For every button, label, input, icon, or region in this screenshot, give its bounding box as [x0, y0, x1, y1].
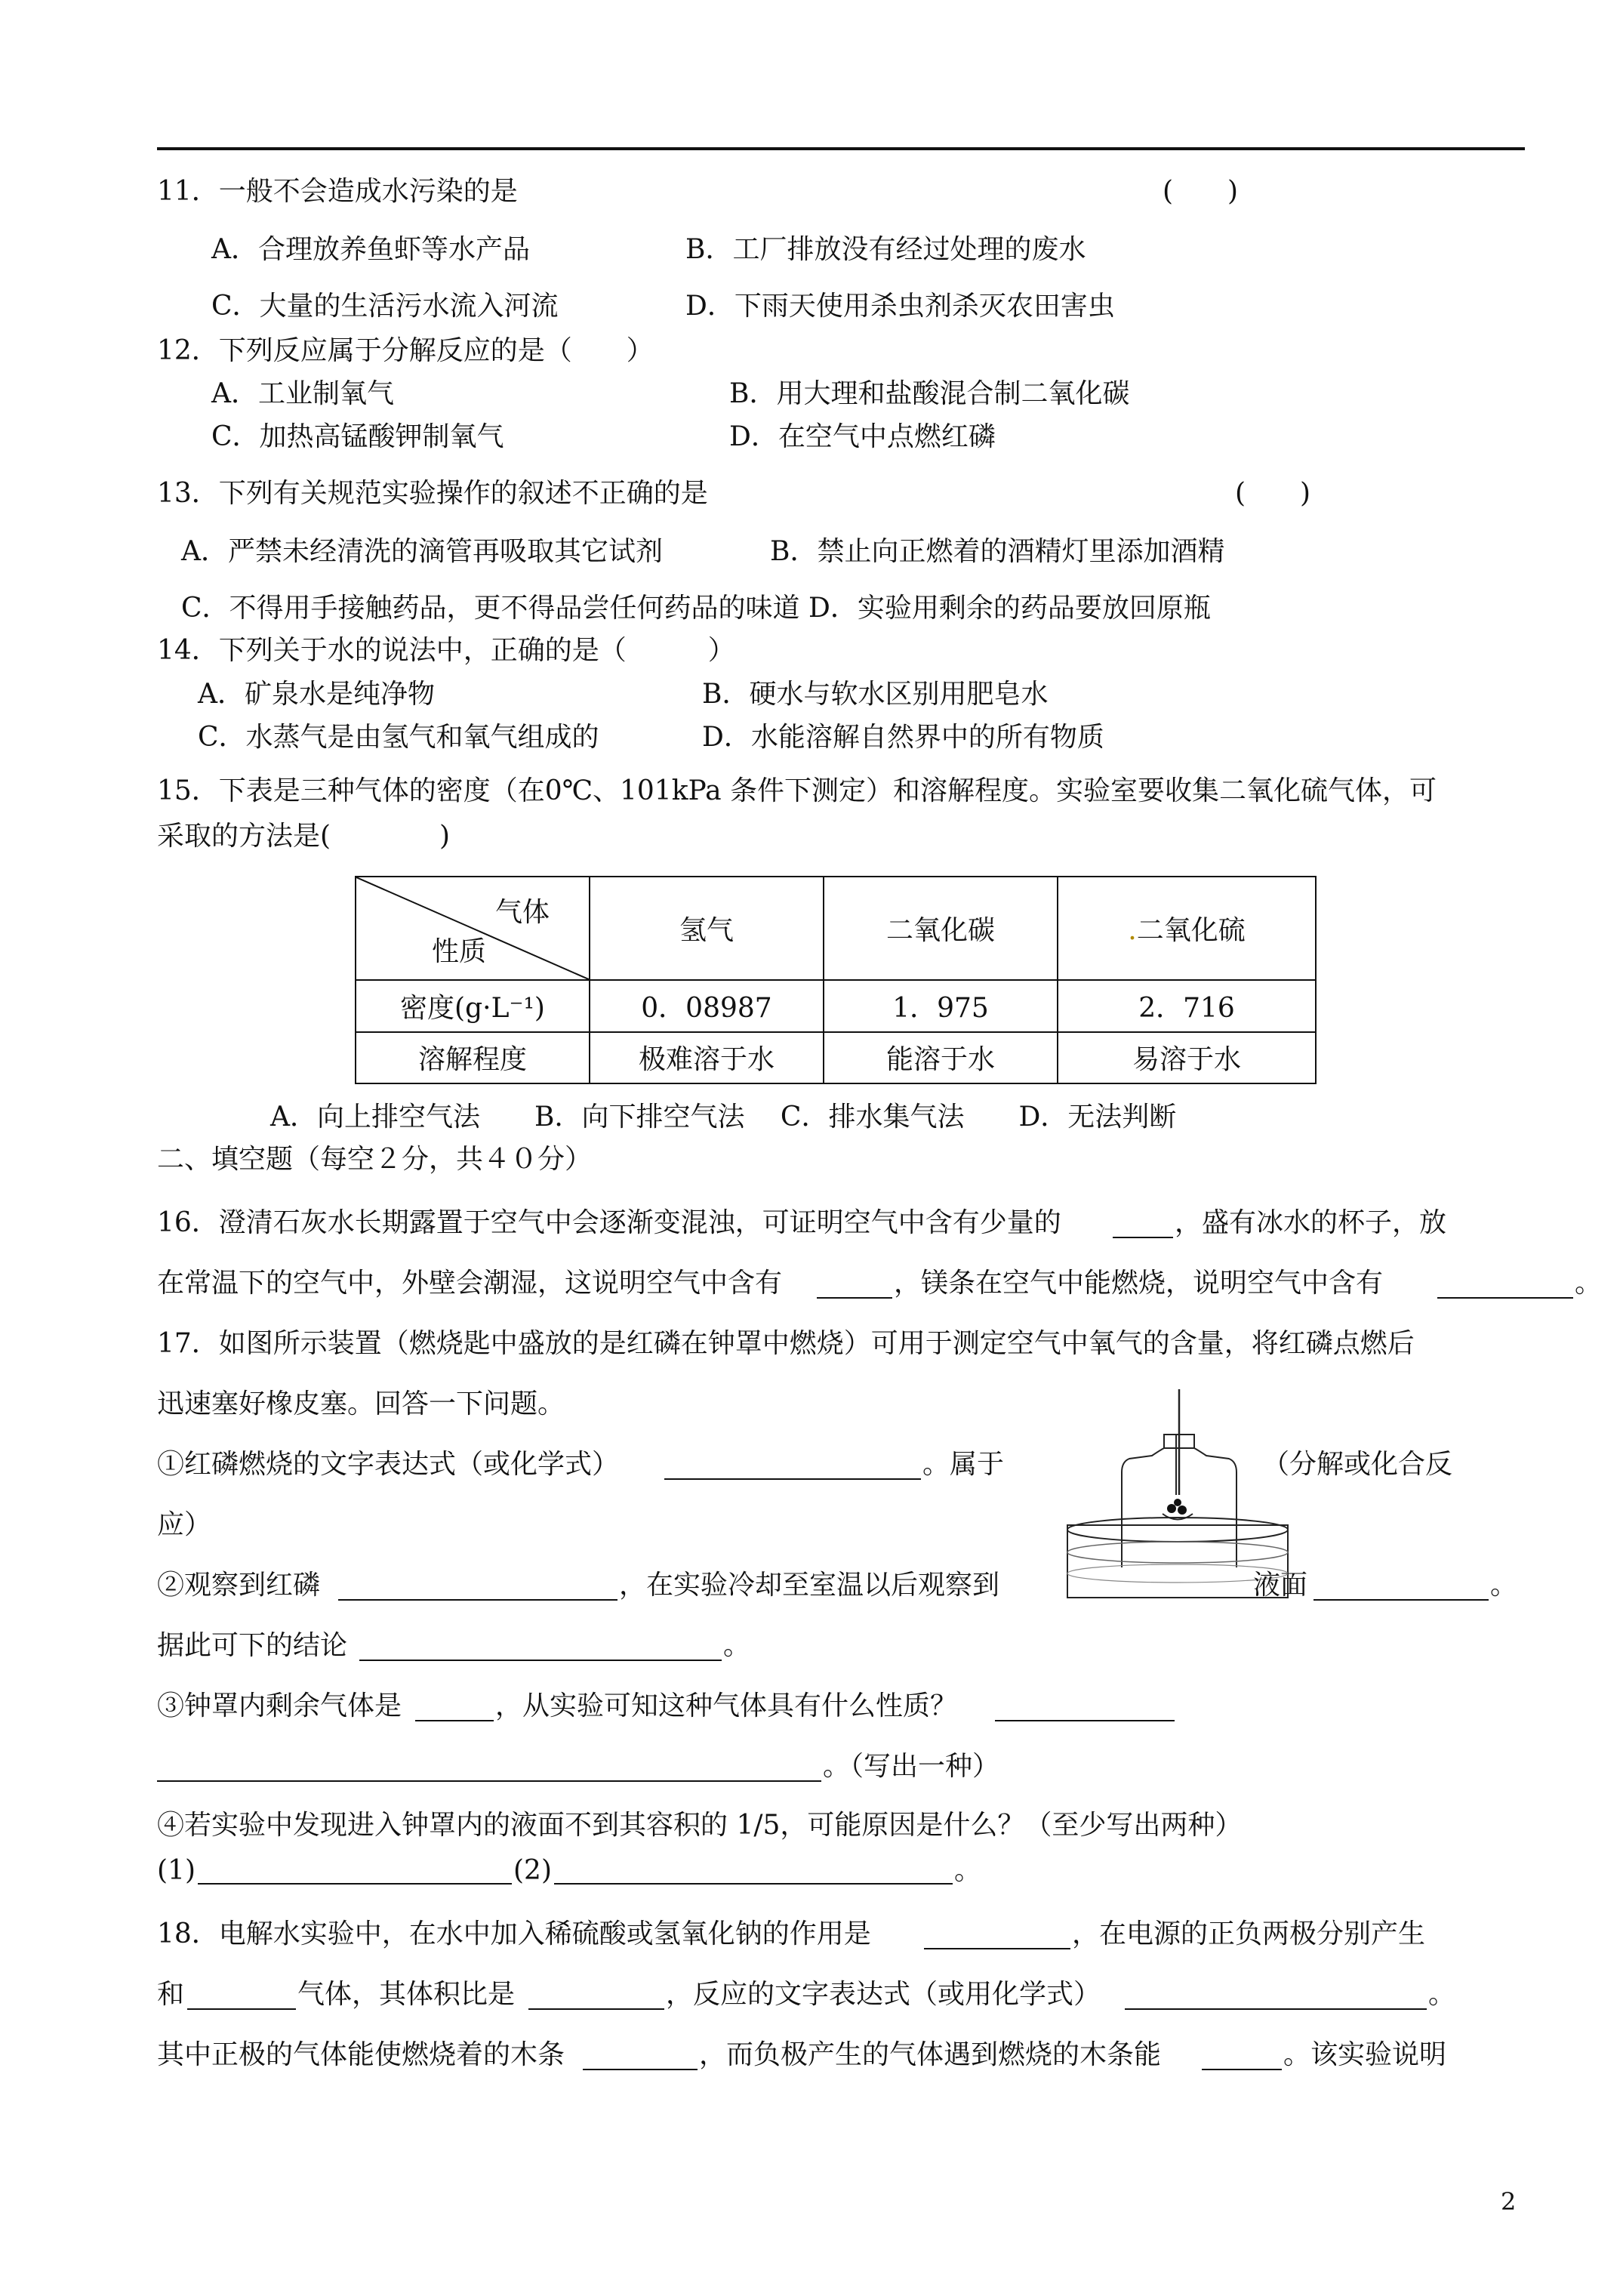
q11-option-d: D．下雨天使用杀虫剂杀灭农田害虫 — [685, 291, 1115, 322]
table-cell: 0．08987 — [590, 980, 824, 1032]
q11-stem: 11．一般不会造成水污染的是 — [157, 176, 518, 207]
q18-line3a: 其中正极的气体能使燃烧着的木条 — [157, 2039, 565, 2070]
q17-line2: 迅速塞好橡皮塞。回答一下问题。 — [157, 1388, 565, 1419]
q17-p2e: 据此可下的结论 — [157, 1630, 348, 1661]
table-cell: 极难溶于水 — [590, 1032, 824, 1084]
q17-p1c: （分解或化合反 — [1262, 1449, 1453, 1480]
q16-line2b: ，镁条在空气中能燃烧，说明空气中含有 — [894, 1268, 1384, 1299]
answer-blank[interactable] — [817, 1297, 892, 1299]
table-cell: 能溶于水 — [824, 1032, 1058, 1084]
bell-jar-apparatus-figure — [1064, 1389, 1291, 1601]
answer-blank[interactable] — [187, 2008, 296, 2010]
q17-p3b: ，从实验可知这种气体具有什么性质？ — [495, 1690, 958, 1721]
q16-line2a: 在常温下的空气中，外壁会潮湿，这说明空气中含有 — [157, 1268, 783, 1299]
answer-blank[interactable] — [924, 1948, 1070, 1949]
q14-option-c: C．水蒸气是由氢气和氧气组成的 — [198, 722, 599, 753]
q18-line2a: 和 — [157, 1979, 185, 2010]
corner-label-property: 性质 — [432, 936, 487, 967]
answer-blank[interactable] — [664, 1478, 921, 1480]
q13-answer-paren: ( ) — [1235, 478, 1311, 509]
q14-stem: 14．下列关于水的说法中，正确的是（ ） — [157, 635, 735, 666]
q11-option-c: C．大量的生活污水流入河流 — [211, 291, 559, 322]
q13-option-a: A．严禁未经清洗的滴管再吸取其它试剂 — [181, 536, 663, 567]
table-header-row — [356, 877, 1316, 980]
q17-p4: ④若实验中发现进入钟罩内的液面不到其容积的 1/5，可能原因是什么？（至少写出两种） — [157, 1810, 1243, 1841]
q12-option-c: C．加热高锰酸钾制氧气 — [211, 421, 504, 452]
q13-option-cd: C．不得用手接触药品，更不得品尝任何药品的味道 D．实验用剩余的药品要放回原瓶 — [181, 593, 1211, 624]
q12-option-b: B．用大理和盐酸混合制二氧化碳 — [729, 378, 1130, 409]
q18-line3b: ，而负极产生的气体遇到燃烧的木条能 — [699, 2039, 1162, 2070]
q17-p2b: ，在实验冷却至室温以后观察到 — [619, 1570, 1000, 1601]
q14-option-d: D．水能溶解自然界中的所有物质 — [702, 722, 1104, 753]
q13-option-b: B．禁止向正燃着的酒精灯里添加酒精 — [770, 536, 1225, 567]
q12-option-d: D．在空气中点燃红磷 — [729, 421, 996, 452]
q12-stem: 12．下列反应属于分解反应的是（ ） — [157, 335, 654, 366]
q17-p2a: ②观察到红磷 — [157, 1570, 321, 1601]
q15-stem-line1: 15．下表是三种气体的密度（在0℃、101kPa 条件下测定）和溶解程度。实验室要收集二氧化硫气体，可 — [157, 775, 1437, 806]
answer-blank[interactable] — [1113, 1237, 1173, 1238]
table-header-so2-label: 二氧化硫 — [1136, 915, 1246, 946]
answer-blank[interactable] — [359, 1660, 722, 1661]
q17-p1d: 应） — [157, 1509, 212, 1540]
q11-answer-paren: ( ) — [1163, 176, 1239, 207]
table-corner-cell — [356, 877, 590, 980]
section-heading: 二、填空题（每空２分，共４０分） — [157, 1144, 593, 1175]
answer-blank[interactable] — [415, 1720, 494, 1721]
table-cell: 易溶于水 — [1058, 1032, 1316, 1084]
header-rule — [157, 147, 1525, 150]
q16-line1a: 16．澄清石灰水长期露置于空气中会逐渐变混浊，可证明空气中含有少量的 — [157, 1207, 1061, 1238]
q16-line2c: 。 — [1575, 1268, 1603, 1299]
q18-line2b: 气体，其体积比是 — [297, 1979, 516, 2010]
gas-properties-table — [355, 876, 1317, 1084]
q18-line1b: ，在电源的正负两极分别产生 — [1072, 1918, 1426, 1949]
answer-blank[interactable] — [583, 2069, 698, 2070]
table-row-solubility — [356, 1032, 1316, 1084]
answer-blank[interactable] — [157, 1780, 821, 1782]
q14-option-a: A．矿泉水是纯净物 — [198, 679, 435, 710]
q17-p2f: 。 — [723, 1630, 751, 1661]
answer-blank[interactable] — [1125, 2008, 1427, 2010]
q17-p2d: 。 — [1490, 1570, 1518, 1601]
table-cell: 1．975 — [824, 980, 1058, 1032]
q17-p1b: 。属于 — [922, 1449, 1005, 1480]
q11-option-a: A．合理放养鱼虾等水产品 — [211, 234, 530, 265]
q12-option-a: A．工业制氧气 — [211, 378, 394, 409]
answer-blank[interactable] — [554, 1883, 953, 1885]
q18-line3c: 。该实验说明 — [1283, 2039, 1447, 2070]
q14-option-b: B．硬水与软水区别用肥皂水 — [702, 679, 1049, 710]
table-row-density — [356, 980, 1316, 1032]
q18-line1a: 18．电解水实验中，在水中加入稀硫酸或氢氧化钠的作用是 — [157, 1918, 871, 1949]
q17-p3c: 。（写出一种） — [823, 1751, 1000, 1782]
q18-line2c: ，反应的文字表达式（或用化学式） — [666, 1979, 1101, 2010]
answer-blank[interactable] — [198, 1883, 512, 1885]
q16-line1b: ，盛有冰水的杯子，放 — [1175, 1207, 1447, 1238]
page-number: 2 — [1501, 2187, 1517, 2216]
q17-line1: 17．如图所示装置（燃烧匙中盛放的是红磷在钟罩中燃烧）可用于测定空气中氧气的含量，将红磷点燃后 — [157, 1328, 1415, 1359]
q17-p4b: (2) — [513, 1855, 552, 1886]
answer-blank[interactable] — [1437, 1297, 1573, 1299]
answer-blank[interactable] — [528, 2008, 664, 2010]
answer-blank[interactable] — [995, 1720, 1175, 1721]
corner-label-gas: 气体 — [494, 897, 550, 928]
table-header-so2: .二氧化硫 — [1058, 877, 1316, 980]
q18-line2d: 。 — [1428, 1979, 1456, 2010]
table-row-label: 溶解程度 — [356, 1032, 590, 1084]
q15-options: A．向上排空气法 B．向下排空气法 C．排水集气法 D．无法判断 — [270, 1102, 1177, 1133]
table-header-co2: 二氧化碳 — [824, 877, 1058, 980]
q11-option-b: B．工厂排放没有经过处理的废水 — [685, 234, 1086, 265]
q17-p1a: ①红磷燃烧的文字表达式（或化学式） — [157, 1449, 620, 1480]
answer-blank[interactable] — [338, 1599, 617, 1601]
q13-stem: 13．下列有关规范实验操作的叙述不正确的是 — [157, 478, 708, 509]
table-row-label: 密度(g·L⁻¹) — [356, 980, 590, 1032]
table-cell: 2．716 — [1058, 980, 1316, 1032]
answer-blank[interactable] — [1313, 1599, 1489, 1601]
q15-stem-line2: 采取的方法是( ) — [157, 821, 451, 852]
answer-blank[interactable] — [1202, 2069, 1282, 2070]
q17-p3a: ③钟罩内剩余气体是 — [157, 1690, 402, 1721]
q17-p4c: 。 — [954, 1855, 982, 1886]
table-header-hydrogen: 氢气 — [590, 877, 824, 980]
q17-p4a: (1) — [157, 1855, 196, 1886]
q17-p2c: 液面 — [1253, 1570, 1308, 1601]
